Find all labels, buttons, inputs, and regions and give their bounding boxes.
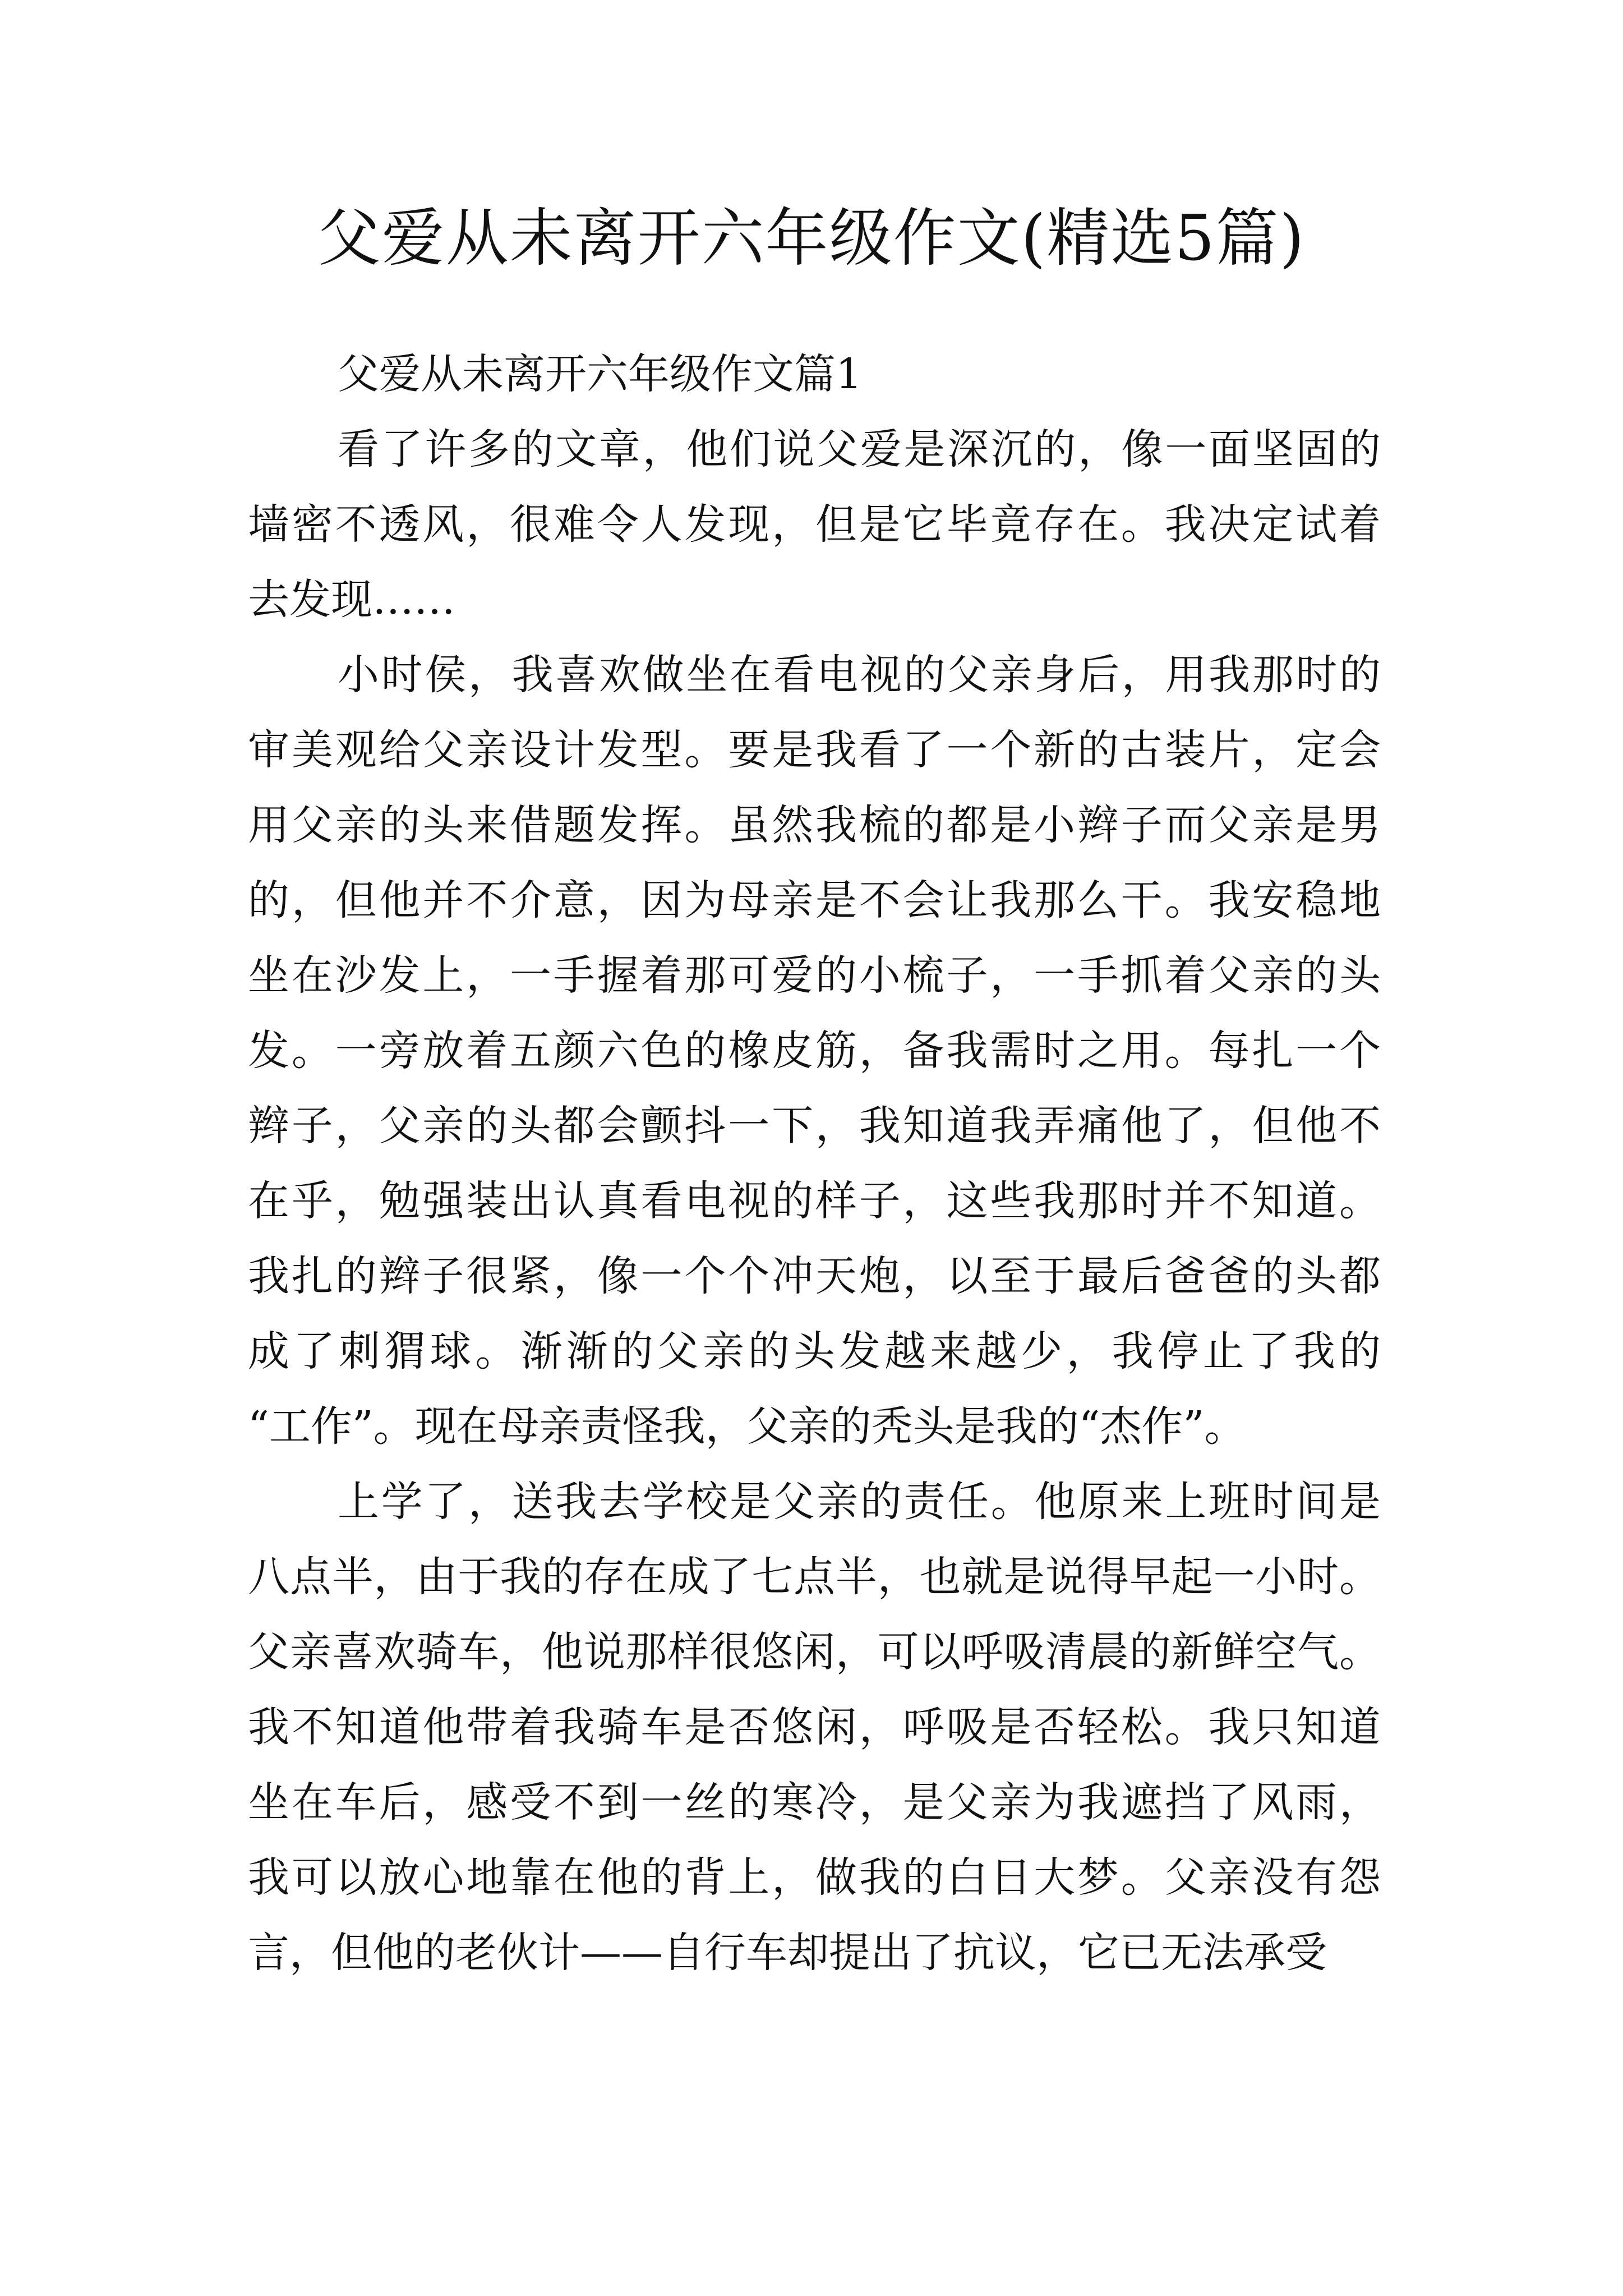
text-line: 八点半，由于我的存在成了七点半，也就是说得早起一小时。 (248, 1553, 1381, 1601)
paragraph (248, 1464, 1381, 1990)
text-line: 小时侯，我喜欢做坐在看电视的父亲身后，用我那时的 (338, 651, 1381, 699)
text-line: 我不知道他带着我骑车是否悠闲，呼吸是否轻松。我只知道 (248, 1703, 1381, 1751)
text-line: “工作”。现在母亲责怪我，父亲的秃头是我的“杰作”。 (248, 1402, 1246, 1451)
text-line: 父亲喜欢骑车，他说那样很悠闲，可以呼吸清晨的新鲜空气。 (248, 1628, 1381, 1676)
section-heading: 父爱从未离开六年级作文篇1 (338, 350, 863, 398)
text-line: 去发现…… (248, 576, 455, 624)
text-line: 我可以放心地靠在他的背上，做我的白日大梦。父亲没有怨 (248, 1853, 1381, 1902)
text-line: 用父亲的头来借题发挥。虽然我梳的都是小辫子而父亲是男 (248, 801, 1381, 849)
paragraph (248, 637, 1381, 1464)
text-line: 成了刺猬球。渐渐的父亲的头发越来越少，我停止了我的 (248, 1327, 1381, 1375)
text-line: 言，但他的老伙计——自行车却提出了抗议，它已无法承受 (248, 1929, 1327, 1977)
text-line: 辫子，父亲的头都会颤抖一下，我知道我弄痛他了，但他不 (248, 1102, 1381, 1150)
text-line: 审美观给父亲设计发型。要是我看了一个新的古装片，定会 (248, 726, 1381, 774)
document-title: 父爱从未离开六年级作文(精选5篇) (317, 202, 1306, 275)
text-line: 墙密不透风，很难令人发现，但是它毕竟存在。我决定试着 (248, 500, 1381, 549)
text-line: 坐在车后，感受不到一丝的寒冷，是父亲为我遮挡了风雨， (248, 1778, 1381, 1826)
text-line: 发。一旁放着五颜六色的橡皮筋，备我需时之用。每扎一个 (248, 1027, 1381, 1075)
text-line: 在乎，勉强装出认真看电视的样子，这些我那时并不知道。 (248, 1177, 1381, 1225)
document-body (248, 337, 1381, 1990)
text-line: 看了许多的文章，他们说父爱是深沉的，像一面坚固的 (338, 425, 1381, 473)
text-line: 我扎的辫子很紧，像一个个冲天炮，以至于最后爸爸的头都 (248, 1252, 1381, 1300)
text-line: 坐在沙发上，一手握着那可爱的小梳子，一手抓着父亲的头 (248, 951, 1381, 1000)
paragraph (248, 412, 1381, 637)
text-line: 的，但他并不介意，因为母亲是不会让我那么干。我安稳地 (248, 876, 1381, 924)
text-line: 上学了，送我去学校是父亲的责任。他原来上班时间是 (338, 1478, 1381, 1526)
